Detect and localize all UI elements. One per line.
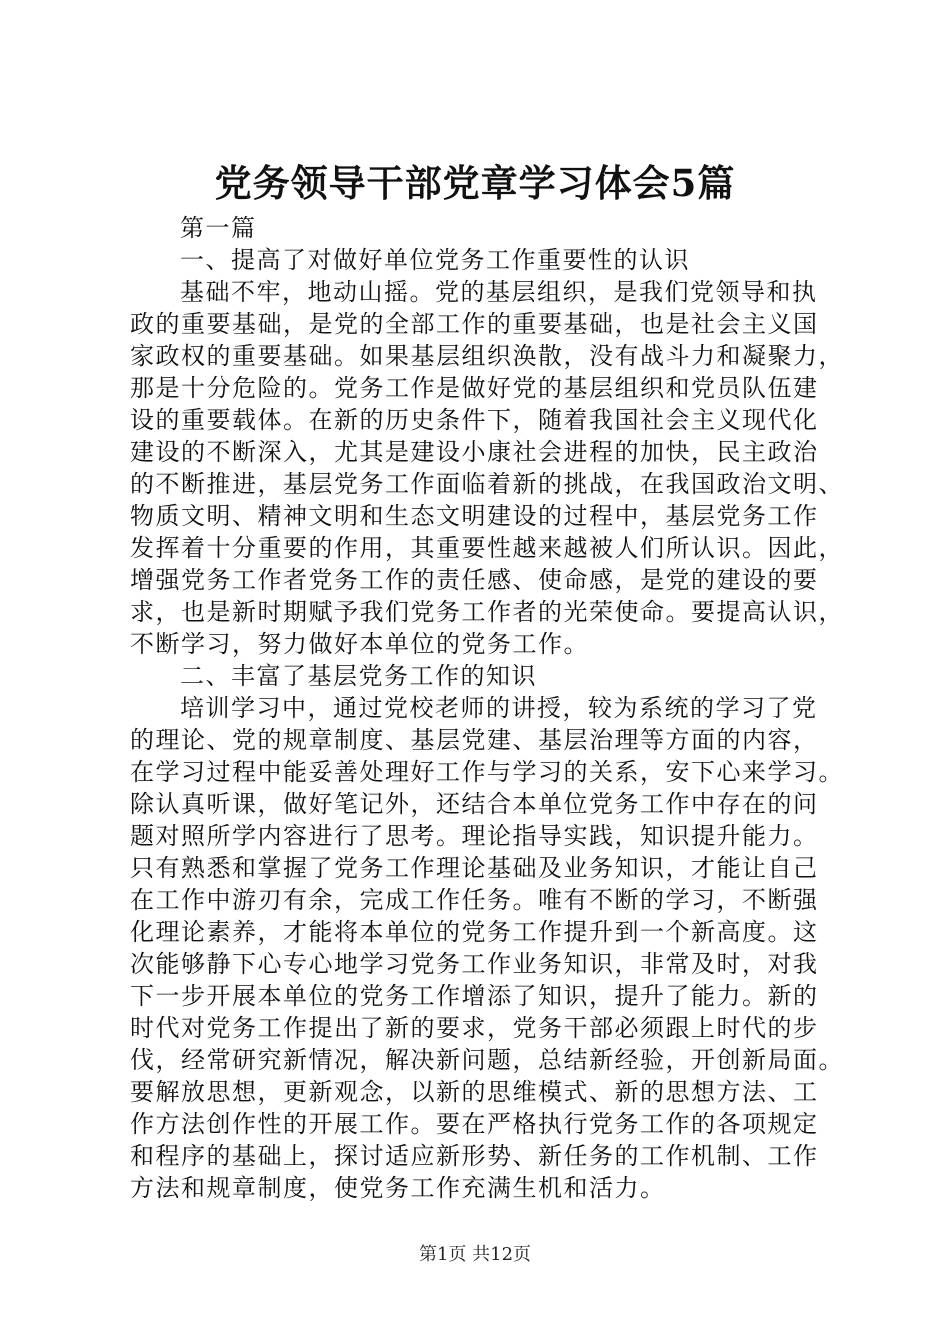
text-line: 设的重要载体。在新的历史条件下，随着我国社会主义现代化 — [130, 406, 819, 434]
text-line: 在学习过程中能妥善处理好工作与学习的关系，安下心来学习。 — [130, 758, 844, 786]
text-line: 培训学习中，通过党校老师的讲授，较为系统的学习了党 — [180, 694, 818, 722]
text-line: 建设的不断深入，尤其是建设小康社会进程的加快，民主政治 — [130, 438, 819, 466]
text-line: 二、丰富了基层党务工作的知识 — [180, 662, 537, 690]
text-line: 要解放思想，更新观念，以新的思维模式、新的思想方法、工 — [130, 1078, 819, 1106]
text-line: 不断学习，努力做好本单位的党务工作。 — [130, 630, 589, 658]
text-line: 家政权的重要基础。如果基层组织涣散，没有战斗力和凝聚力， — [130, 342, 844, 370]
page-number-footer: 第1页 共12页 — [418, 1244, 532, 1265]
text-line: 次能够静下心专心地学习党务工作业务知识，非常及时，对我 — [130, 950, 819, 978]
document-body — [130, 212, 850, 1204]
text-line: 基础不牢，地动山摇。党的基层组织，是我们党领导和执 — [180, 278, 818, 306]
text-line: 只有熟悉和掌握了党务工作理论基础及业务知识，才能让自己 — [130, 854, 819, 882]
text-line: 第一篇 — [180, 214, 257, 242]
text-line: 和程序的基础上，探讨适应新形势、新任务的工作机制、工作 — [130, 1142, 819, 1170]
text-line: 化理论素养，才能将本单位的党务工作提升到一个新高度。这 — [130, 918, 819, 946]
text-line: 除认真听课，做好笔记外，还结合本单位党务工作中存在的问 — [130, 790, 819, 818]
document-title: 党务领导干部党章学习体会5篇 — [214, 161, 736, 205]
text-line: 的不断推进，基层党务工作面临着新的挑战，在我国政治文明、 — [130, 470, 844, 498]
text-line: 一、提高了对做好单位党务工作重要性的认识 — [180, 246, 690, 274]
text-line: 题对照所学内容进行了思考。理论指导实践，知识提升能力。 — [130, 822, 819, 850]
text-line: 求，也是新时期赋予我们党务工作者的光荣使命。要提高认识， — [130, 598, 844, 626]
text-line: 方法和规章制度，使党务工作充满生机和活力。 — [130, 1174, 666, 1202]
text-line: 增强党务工作者党务工作的责任感、使命感，是党的建设的要 — [130, 566, 819, 594]
text-line: 下一步开展本单位的党务工作增添了知识，提升了能力。新的 — [130, 982, 819, 1010]
text-line: 的理论、党的规章制度、基层党建、基层治理等方面的内容， — [130, 726, 819, 754]
text-line: 发挥着十分重要的作用，其重要性越来越被人们所认识。因此， — [130, 534, 844, 562]
text-line: 在工作中游刃有余，完成工作任务。唯有不断的学习，不断强 — [130, 886, 819, 914]
text-line: 物质文明、精神文明和生态文明建设的过程中，基层党务工作 — [130, 502, 819, 530]
text-line: 伐，经常研究新情况，解决新问题，总结新经验，开创新局面。 — [130, 1046, 844, 1074]
text-line: 政的重要基础，是党的全部工作的重要基础，也是社会主义国 — [130, 310, 819, 338]
text-line: 作方法创作性的开展工作。要在严格执行党务工作的各项规定 — [130, 1110, 819, 1138]
text-line: 那是十分危险的。党务工作是做好党的基层组织和党员队伍建 — [130, 374, 819, 402]
text-line: 时代对党务工作提出了新的要求，党务干部必须跟上时代的步 — [130, 1014, 819, 1042]
